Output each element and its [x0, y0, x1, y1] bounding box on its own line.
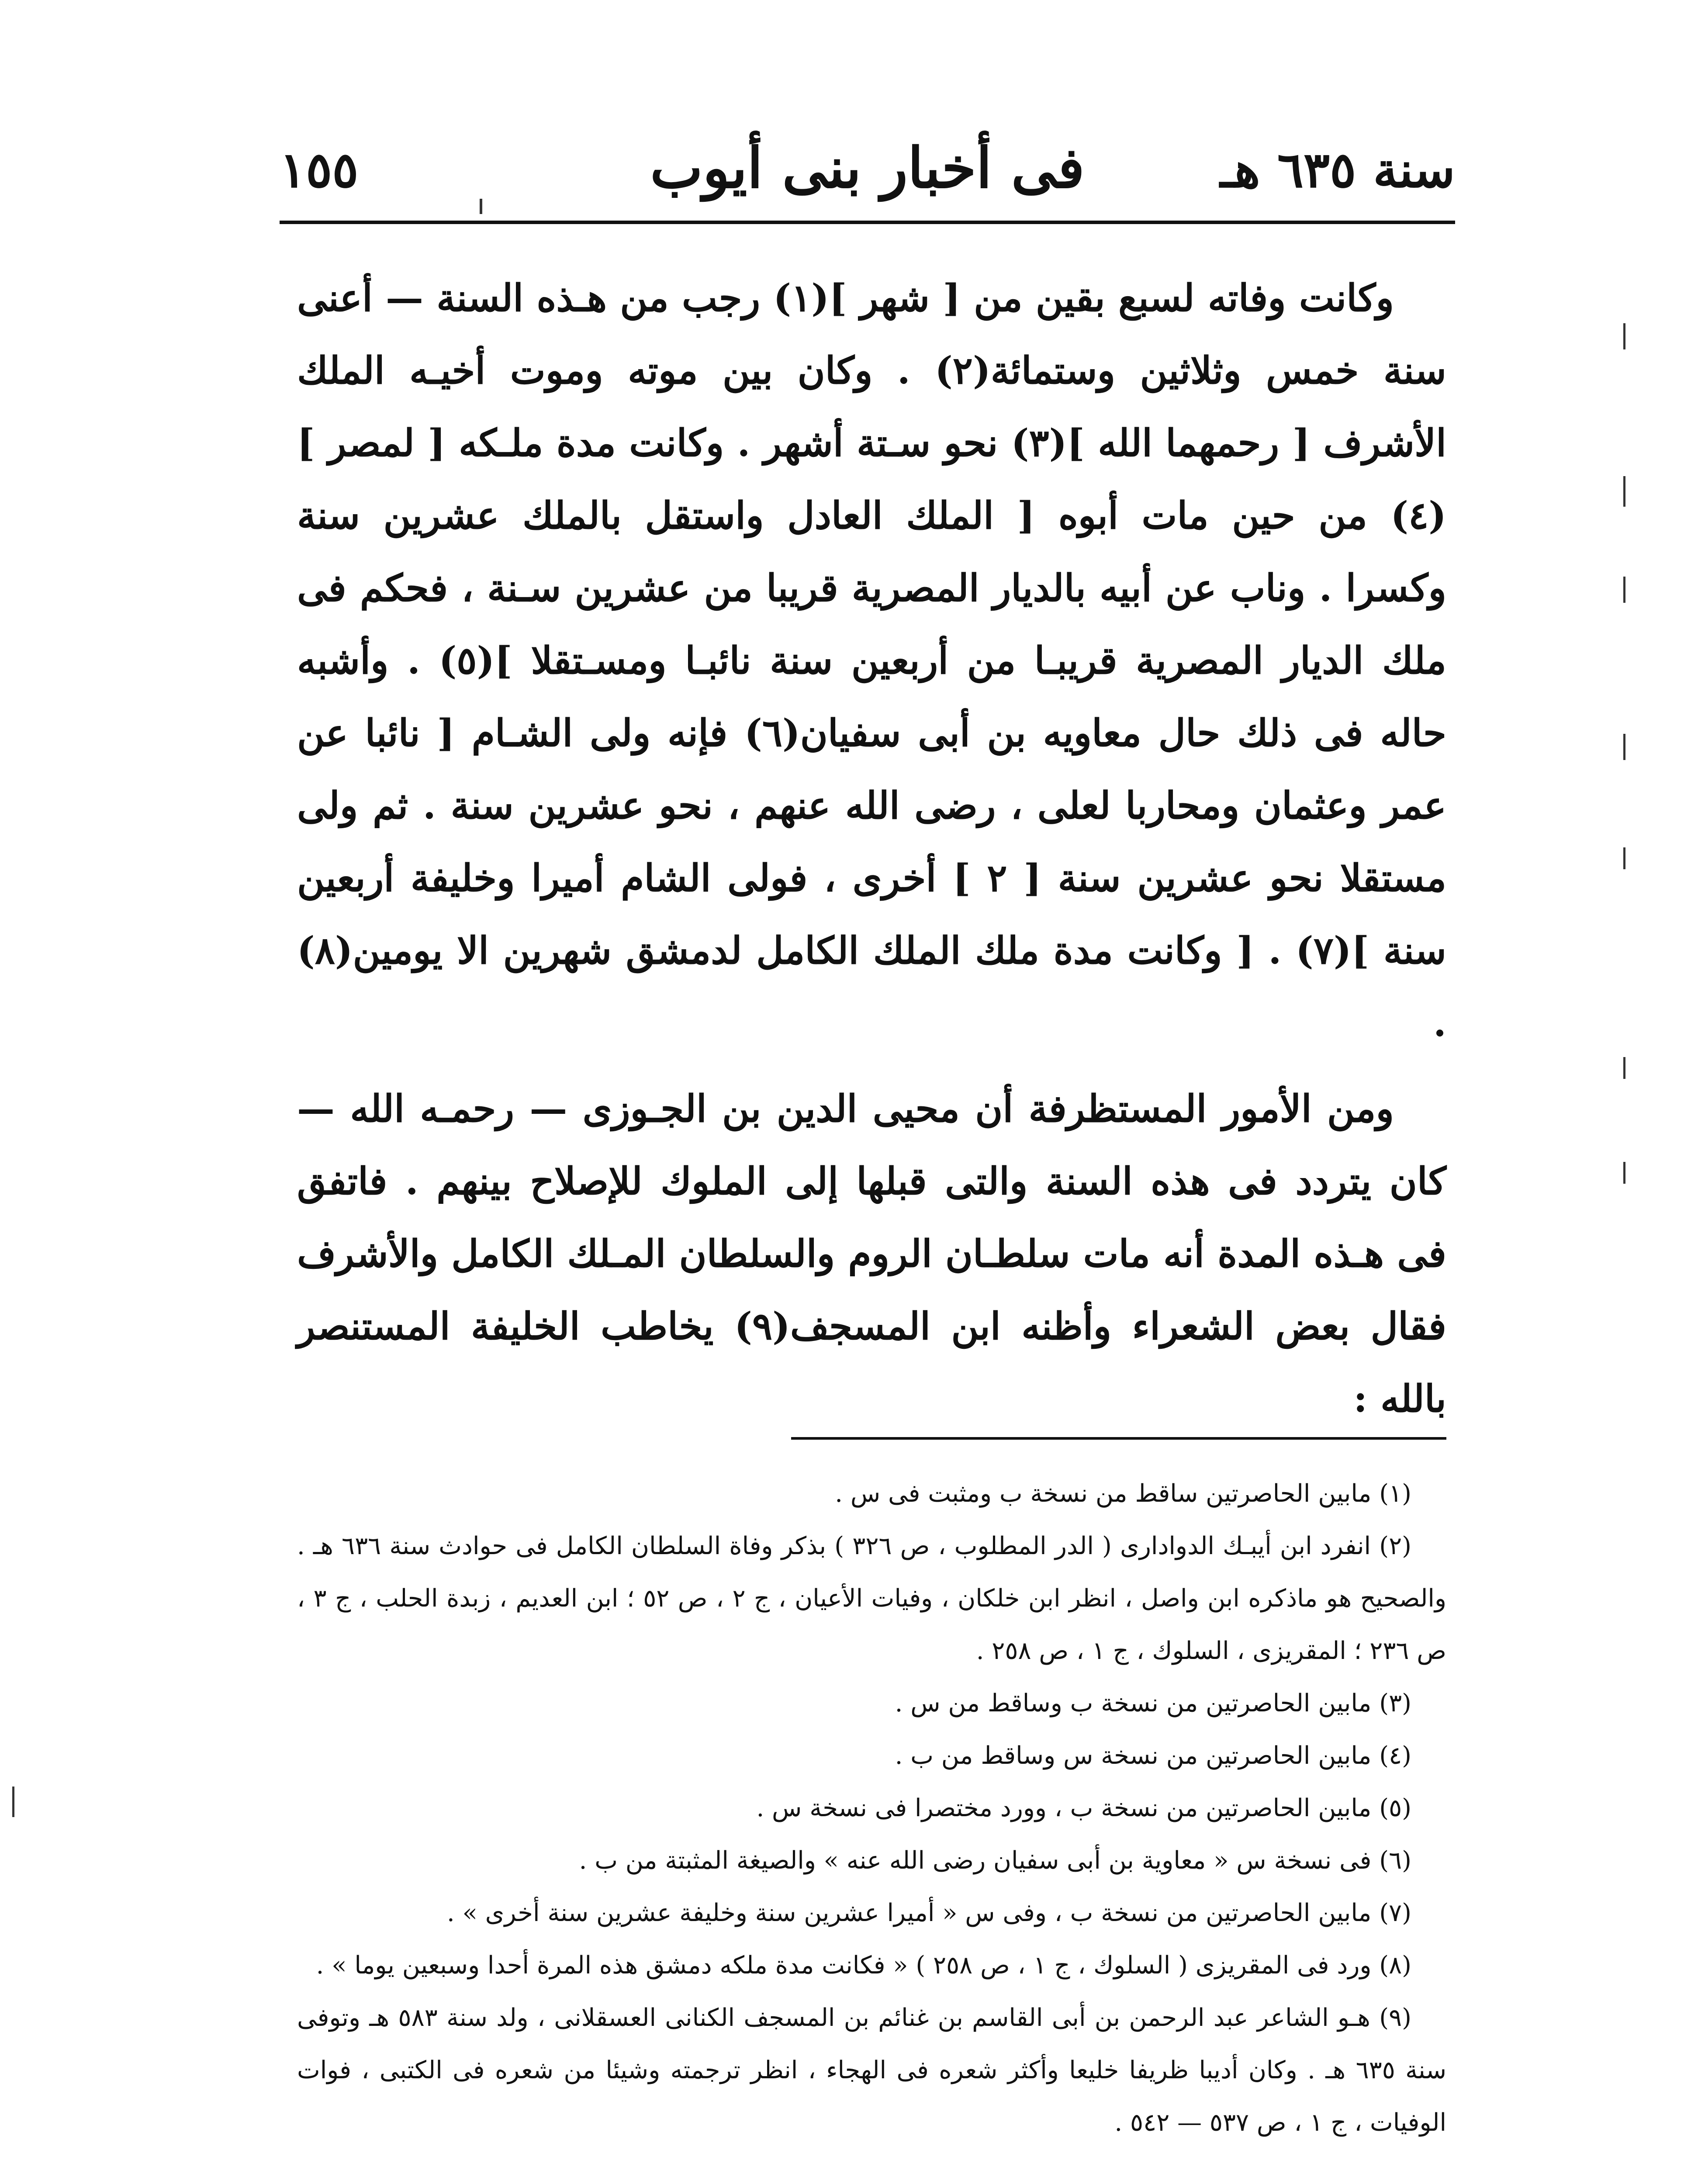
scan-mark: [480, 199, 482, 214]
paragraph: ومن الأمور المستظرفة أن محيى الدين بن الجـوزى — رحمـه الله — كان يتردد فى هذه السنة والتى قبلها إلى الملوك للإصلاح بينهم . فاتفق فى هـذه المدة أنه مات سلطـان الروم والسلطان المـلك الكامل والأشرف فقال بعض الشعراء وأظنه ابن المسجف(٩) يخاطب الخليفة المستنصر بالله :: [297, 1087, 1446, 1421]
page-number: ١٥٥: [280, 142, 359, 199]
footnote: (٤) مابين الحاصرتين من نسخة س وساقط من ب .: [895, 1742, 1411, 1770]
scan-mark: [1623, 323, 1625, 349]
footnote: (٣) مابين الحاصرتين من نسخة ب وساقط من س .: [895, 1689, 1411, 1717]
scan-mark: [1623, 1057, 1625, 1079]
footnote: (١) مابين الحاصرتين ساقط من نسخة ب ومثبت فى س .: [835, 1479, 1411, 1508]
footnote: (٩) هـو الشاعر عبد الرحمن بن أبى القاسم بن غنائم بن المسجف الكنانى العسقلانى ، ولد سنة ٥٨٣ هـ وتوفى سنة ٦٣٥ هـ . وكان أديبا ظريفا خليعا وأكثر شعره فى الهجاء ، انظر ترجمته وشيئا من شعره فى الكتبى ، فوات الوفيات ، ج ١ ، ص ٥٣٧ — ٥٤٢ .: [297, 2004, 1446, 2137]
scan-mark: [12, 1787, 14, 1817]
running-header: [280, 118, 1455, 223]
scan-mark: [1623, 476, 1625, 507]
header-rule: [280, 221, 1455, 224]
footnotes: [297, 1468, 1446, 2149]
footnote: (٧) مابين الحاصرتين من نسخة ب ، وفى س « أميرا عشرين سنة وخليفة عشرين سنة أخرى » .: [447, 1899, 1411, 1927]
scan-mark: [1623, 847, 1625, 869]
scan-mark: [1623, 577, 1625, 603]
footnote-separator: [791, 1437, 1446, 1440]
scan-mark: [1623, 734, 1625, 760]
header-title: فى أخبار بنى أيوب: [650, 135, 1085, 201]
footnote: (٨) ورد فى المقريزى ( السلوك ، ج ١ ، ص ٢٥٨ ) « فكانت مدة ملكه دمشق هذه المرة أحدا وسبعين يوما » .: [316, 1951, 1411, 1980]
footnote: (٦) فى نسخة س « معاوية بن أبى سفيان رضى الله عنه » والصيغة المثبتة من ب .: [579, 1846, 1411, 1875]
footnote: (٥) مابين الحاصرتين من نسخة ب ، وورد مختصرا فى نسخة س .: [756, 1794, 1411, 1822]
main-text: [297, 262, 1446, 1435]
footnote: (٢) انفرد ابن أيبـك الدوادارى ( الدر المطلوب ، ص ٣٢٦ ) بذكر وفاة السلطان الكامل فى حوادث سنة ٦٣٦ هـ . والصحيح هو ماذكره ابن واصل ، انظر ابن خلكان ، وفيات الأعيان ، ج ٢ ، ص ٥٢ ؛ ابن العديم ، زبدة الحلب ، ج ٣ ، ص ٢٣٦ ؛ المقريزى ، السلوك ، ج ١ ، ص ٢٥٨ .: [297, 1532, 1447, 1665]
scan-mark: [1623, 1162, 1625, 1184]
paragraph: وكانت وفاته لسبع بقين من [ شهر ](١) رجب من هـذه السنة — أعنى سنة خمس وثلاثين وستمائة(٢) . وكان بين موته وموت أخيـه الملك الأشرف [ رحمهما الله ](٣) نحو سـتة أشهر . وكانت مدة ملـكه [ لمصر ](٤) من حين مات أبوه [ الملك العادل واستقل بالملك عشرين سنة وكسرا . وناب عن أبيه بالديار المصرية قريبا من عشرين سـنة ، فحكم فى ملك الديار المصرية قريبـا من أربعين سنة نائبـا ومسـتقلا ](٥) . وأشبه حاله فى ذلك حال معاويه بن أبى سفيان(٦) فإنه ولى الشـام [ نائبا عن عمر وعثمان ومحاربا لعلى ، رضى الله عنهم ، نحو عشرين سنة . ثم ولى مستقلا نحو عشرين سنة [ ٢ ] أخرى ، فولى الشام أميرا وخليفة أربعين سنة ](٧) . [ وكانت مدة ملك الملك الكامل لدمشق شهرين الا يومين(٨) .: [297, 276, 1447, 1045]
header-year: سنة ٦٣٥ هـ: [1220, 142, 1455, 199]
